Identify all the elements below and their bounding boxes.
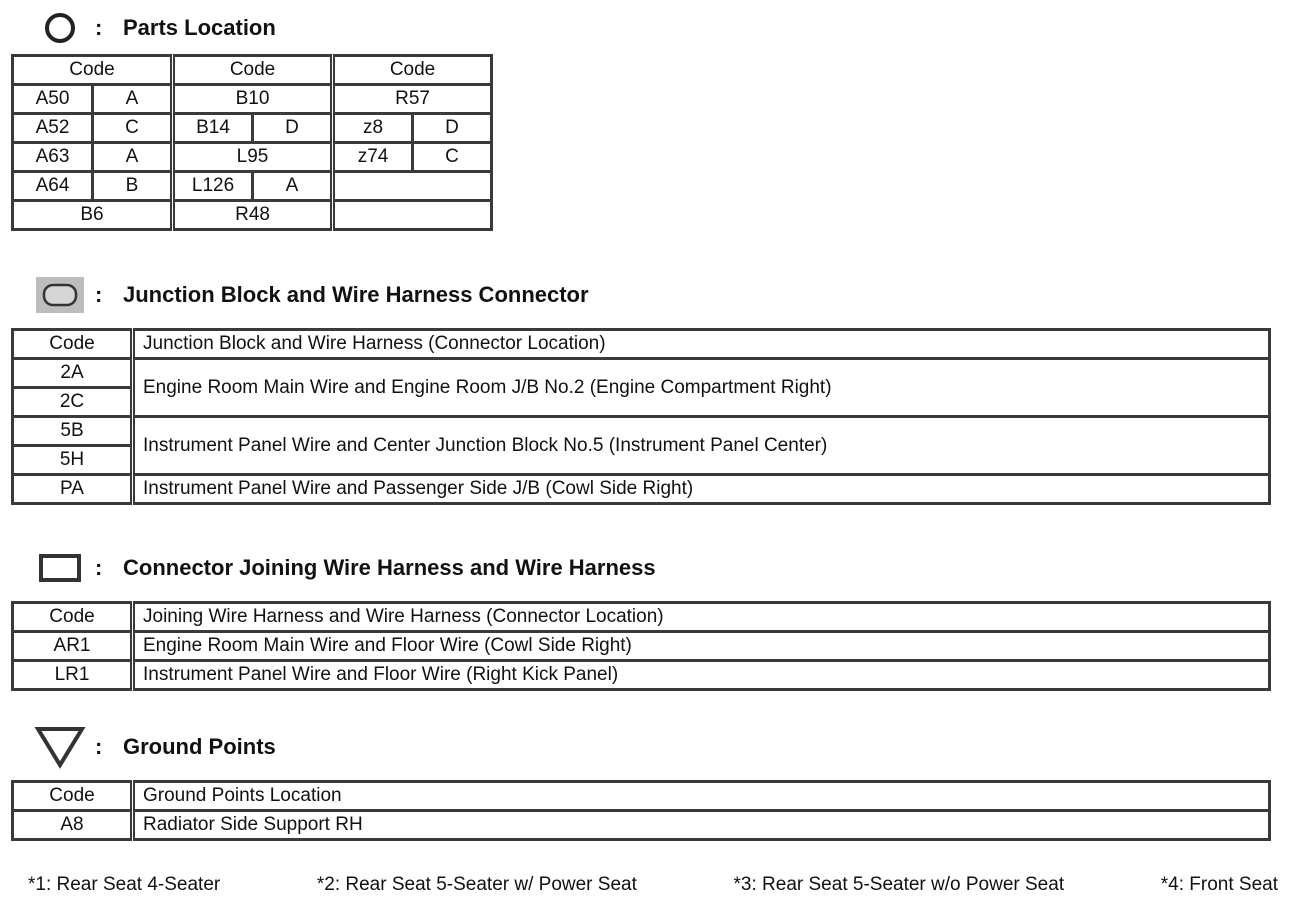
- table-row: [13, 811, 1270, 840]
- header-cell: Code: [173, 56, 333, 85]
- section-title: Ground Points: [123, 734, 276, 759]
- description-cell: Radiator Side Support RH: [133, 811, 1270, 840]
- header-cell: Code: [13, 56, 173, 85]
- header-cell: Code: [13, 330, 133, 359]
- header-cell: Joining Wire Harness and Wire Harness (Connector Location): [133, 603, 1270, 632]
- header-cell: Code: [13, 603, 133, 632]
- table-header-row: [13, 56, 492, 85]
- code-cell: 5H: [13, 446, 133, 475]
- code-cell: A63: [13, 143, 93, 172]
- header-cell: Code: [333, 56, 492, 85]
- triangle-down-icon: [25, 727, 95, 767]
- code-cell: 5B: [13, 417, 133, 446]
- table-row: [13, 114, 492, 143]
- rectangle-icon: [25, 548, 95, 588]
- ground-points-table: [11, 780, 1271, 841]
- code-cell: z74: [333, 143, 413, 172]
- code-cell: A52: [13, 114, 93, 143]
- heading-colon: :: [95, 555, 103, 580]
- table-row: [13, 359, 1270, 388]
- location-cell: D: [413, 114, 492, 143]
- location-cell: C: [93, 114, 173, 143]
- code-cell: 2C: [13, 388, 133, 417]
- table-row: [13, 475, 1270, 504]
- location-cell: D: [253, 114, 333, 143]
- location-cell: A: [93, 85, 173, 114]
- heading-colon: :: [95, 282, 103, 307]
- empty-cell: [333, 172, 492, 201]
- table-row: [13, 632, 1270, 661]
- description-cell: Engine Room Main Wire and Engine Room J/B No.2 (Engine Compartment Right): [133, 359, 1270, 417]
- code-cell: LR1: [13, 661, 133, 690]
- table-row: [13, 143, 492, 172]
- description-cell: Engine Room Main Wire and Floor Wire (Cowl Side Right): [133, 632, 1270, 661]
- description-cell: Instrument Panel Wire and Passenger Side J/B (Cowl Side Right): [133, 475, 1270, 504]
- table-header-row: [13, 782, 1270, 811]
- junction-block-table: [11, 328, 1271, 505]
- connector-joining-table: [11, 601, 1271, 691]
- code-cell: B6: [13, 201, 173, 230]
- code-cell: A64: [13, 172, 93, 201]
- code-cell: A50: [13, 85, 93, 114]
- location-cell: B: [93, 172, 173, 201]
- code-cell: AR1: [13, 632, 133, 661]
- parts-location-heading: [25, 8, 276, 48]
- rounded-rect-shaded-icon: [25, 275, 95, 315]
- section-title: Junction Block and Wire Harness Connector: [123, 282, 589, 307]
- junction-block-heading: [25, 275, 589, 315]
- table-header-row: [13, 603, 1270, 632]
- code-cell: A8: [13, 811, 133, 840]
- location-cell: A: [93, 143, 173, 172]
- footnote: *3: Rear Seat 5-Seater w/o Power Seat: [733, 874, 1065, 895]
- footnote: *1: Rear Seat 4-Seater: [28, 874, 221, 895]
- code-cell: B14: [173, 114, 253, 143]
- connector-joining-heading: [25, 548, 656, 588]
- code-cell: B10: [173, 85, 333, 114]
- header-cell: Junction Block and Wire Harness (Connector Location): [133, 330, 1270, 359]
- heading-colon: :: [95, 734, 103, 759]
- location-cell: C: [413, 143, 492, 172]
- table-header-row: [13, 330, 1270, 359]
- ground-points-heading: [25, 727, 276, 767]
- description-cell: Instrument Panel Wire and Center Junction Block No.5 (Instrument Panel Center): [133, 417, 1270, 475]
- code-cell: z8: [333, 114, 413, 143]
- heading-colon: :: [95, 15, 103, 40]
- table-row: [13, 417, 1270, 446]
- header-cell: Code: [13, 782, 133, 811]
- code-cell: PA: [13, 475, 133, 504]
- code-cell: L95: [173, 143, 333, 172]
- code-cell: L126: [173, 172, 253, 201]
- circle-icon: [25, 8, 95, 48]
- empty-cell: [333, 201, 492, 230]
- code-cell: R57: [333, 85, 492, 114]
- code-cell: 2A: [13, 359, 133, 388]
- parts-location-table: [11, 54, 493, 231]
- footnotes: [28, 874, 1278, 896]
- description-cell: Instrument Panel Wire and Floor Wire (Right Kick Panel): [133, 661, 1270, 690]
- table-row: [13, 172, 492, 201]
- location-cell: A: [253, 172, 333, 201]
- footnote: *4: Front Seat: [1160, 874, 1278, 895]
- table-row: [13, 85, 492, 114]
- footnote: *2: Rear Seat 5-Seater w/ Power Seat: [316, 874, 637, 895]
- table-row: [13, 661, 1270, 690]
- table-row: [13, 201, 492, 230]
- section-title: Parts Location: [123, 15, 276, 40]
- header-cell: Ground Points Location: [133, 782, 1270, 811]
- section-title: Connector Joining Wire Harness and Wire Harness: [123, 555, 656, 580]
- code-cell: R48: [173, 201, 333, 230]
